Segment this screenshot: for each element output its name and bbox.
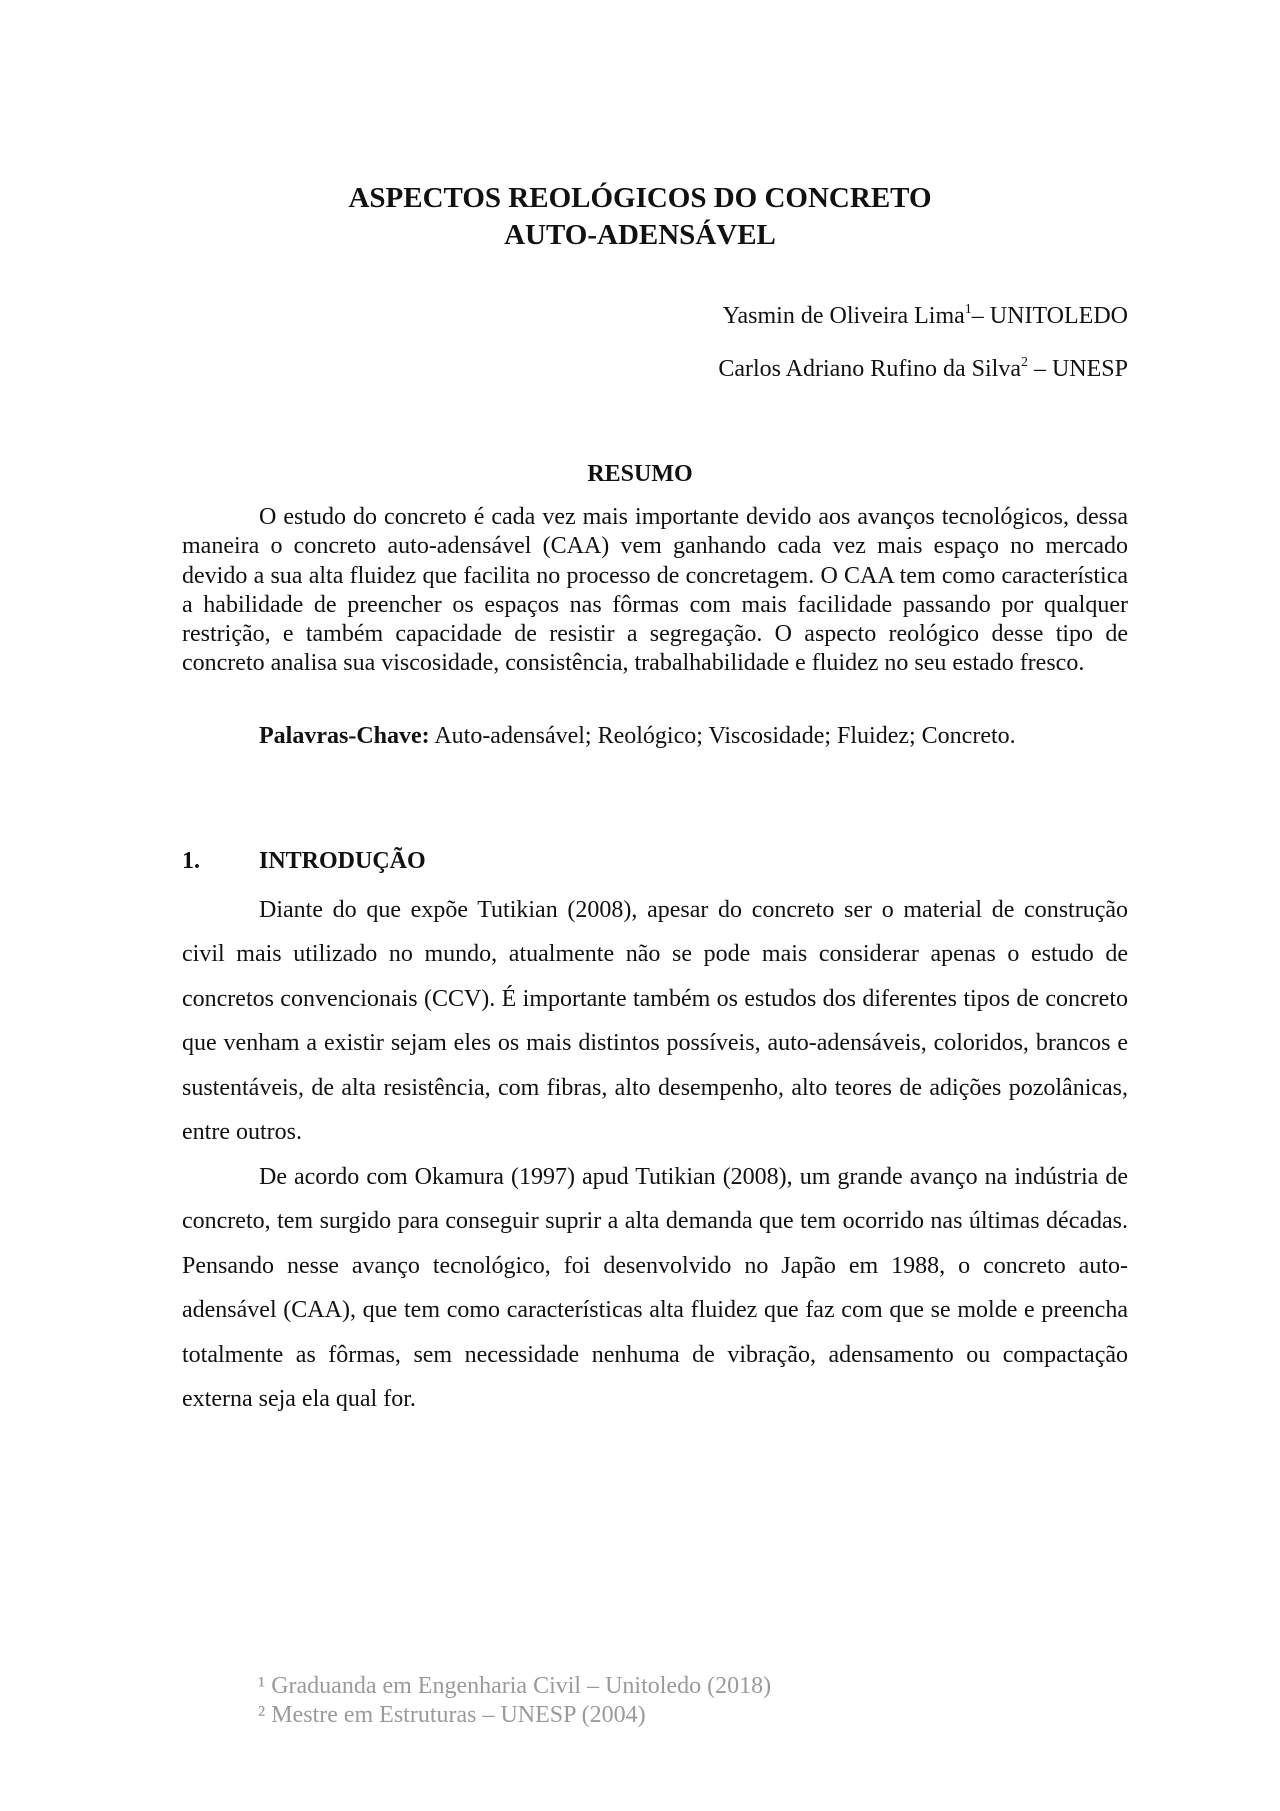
- keywords-label: Palavras-Chave:: [259, 723, 430, 749]
- section-number: 1.: [182, 848, 200, 874]
- section-heading: [182, 846, 426, 876]
- author-footnote-mark: 2: [1020, 355, 1028, 370]
- author-list: [718, 302, 1128, 408]
- title-line-1: ASPECTOS REOLÓGICOS DO CONCRETO: [348, 182, 932, 214]
- author-name: Yasmin de Oliveira Lima: [722, 303, 965, 329]
- author-1: [718, 302, 1128, 330]
- author-2: [718, 355, 1128, 383]
- author-name: Carlos Adriano Rufino da Silva: [718, 356, 1021, 382]
- body-paragraph-2: De acordo com Okamura (1997) apud Tutikian (2008), um grande avanço na indústria de concreto, tem surgido para conseguir suprir a alta demanda que tem ocorrido nas últimas décadas. Pensando nesse avanço tecnológico, foi desenvolvido no Japão em 1988, o concreto auto-adensável (CAA), que tem como características alta fluidez que faz com que se molde e preencha totalmente as fôrmas, sem necessidade nenhuma de vibração, adensamento ou compactação externa seja ela qual for.: [182, 1164, 1128, 1413]
- author-affiliation: – UNESP: [1027, 356, 1128, 382]
- section-title: INTRODUÇÃO: [259, 848, 426, 874]
- body-paragraph-1: Diante do que expõe Tutikian (2008), apesar do concreto ser o material de construção civil mais utilizado no mundo, atualmente não se pode mais considerar apenas o estudo de concretos convencionais (CCV). É importante também os estudos dos diferentes tipos de concreto que venham a existir sejam eles os mais distintos possíveis, auto-adensáveis, coloridos, brancos e sustentáveis, de alta resistência, com fibras, alto desempenho, alto teores de adições pozolânicas, entre outros.: [182, 897, 1128, 1146]
- author-affiliation: – UNITOLEDO: [971, 303, 1128, 329]
- keywords: [259, 722, 1016, 751]
- title-line-2: AUTO-ADENSÁVEL: [504, 219, 776, 251]
- paper-title: [0, 180, 1280, 254]
- abstract-heading: RESUMO: [587, 461, 693, 487]
- footnote-2: ² Mestre em Estruturas – UNESP (2004): [258, 1702, 646, 1728]
- keywords-list: Auto-adensável; Reológico; Viscosidade; Fluidez; Concreto.: [429, 723, 1016, 749]
- abstract-text: O estudo do concreto é cada vez mais importante devido aos avanços tecnológicos, dessa maneira o concreto auto-adensável (CAA) vem ganhando cada vez mais espaço no mercado devido a sua alta fluidez que facilita no processo de concretagem. O CAA tem como característica a habilidade de preencher os espaços nas fôrmas com mais facilidade passando por qualquer restrição, e também capacidade de resistir a segregação. O aspecto reológico desse tipo de concreto analisa sua viscosidade, consistência, trabalhabilidade e fluidez no seu estado fresco.: [182, 504, 1128, 677]
- author-footnote-mark: 1: [964, 302, 972, 317]
- footnotes: [258, 1672, 771, 1730]
- footnote-1: ¹ Graduanda em Engenharia Civil – Unitoledo (2018): [258, 1673, 772, 1699]
